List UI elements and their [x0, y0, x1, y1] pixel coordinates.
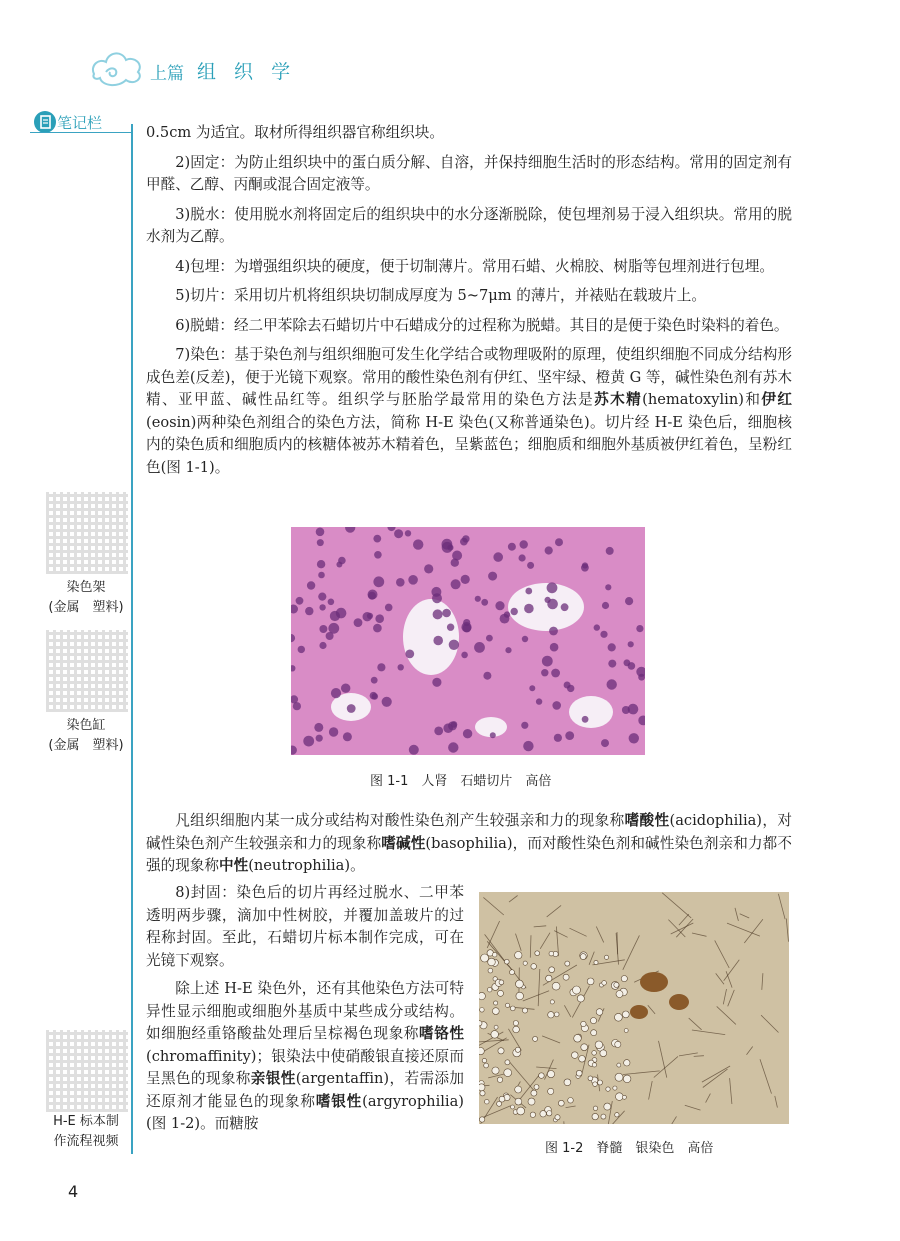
axon-profile: [622, 1011, 629, 1018]
wrap-text-column: [146, 882, 464, 1142]
cell-nucleus: [605, 584, 611, 590]
axon-profile: [494, 1025, 498, 1029]
paragraph-fixation: 2)固定：为防止组织块中的蛋白质分解、自溶，并保持细胞生活时的形态结构。常用的固定剂有甲醛、乙醇、丙酮或混合固定液等。: [146, 153, 792, 193]
cell-nucleus: [442, 539, 453, 550]
axon-profile: [624, 1060, 630, 1066]
axon-profile: [505, 1003, 509, 1007]
axon-profile: [492, 1067, 499, 1074]
cell-nucleus: [624, 659, 631, 666]
cell-nucleus: [625, 597, 633, 605]
cell-nucleus: [316, 528, 325, 537]
axon-profile: [600, 1050, 607, 1057]
cell-nucleus: [602, 602, 609, 609]
axon-profile: [549, 967, 555, 973]
notes-icon: [34, 111, 56, 133]
page-header: [0, 0, 900, 100]
axon-profile: [616, 991, 623, 998]
axon-profile: [492, 952, 497, 957]
axon-profile: [563, 974, 569, 980]
axon-profile: [515, 952, 522, 959]
cell-nucleus: [511, 608, 518, 615]
cell-nucleus: [628, 704, 639, 715]
cell-nucleus: [554, 734, 562, 742]
axon-profile: [504, 1069, 512, 1077]
cell-nucleus: [409, 745, 419, 755]
axon-profile: [484, 1063, 489, 1068]
axon-profile: [479, 1048, 484, 1055]
cell-nucleus: [483, 672, 491, 680]
cell-nucleus: [398, 664, 404, 670]
cell-nucleus: [370, 692, 378, 700]
term-neutrophilia: 中性: [218, 857, 249, 874]
axon-profile: [565, 961, 570, 966]
axon-profile: [480, 1008, 485, 1013]
axon-profile: [616, 1093, 624, 1101]
cell-nucleus: [298, 646, 305, 653]
cell-nucleus: [541, 669, 548, 676]
cell-nucleus: [461, 575, 470, 584]
axon-profile: [498, 990, 504, 996]
axon-profile: [576, 1070, 582, 1076]
cell-nucleus: [371, 677, 378, 684]
axon-profile: [539, 1073, 545, 1079]
axon-profile: [540, 1111, 546, 1117]
paragraph-staining: [146, 344, 792, 479]
term-hematoxylin: 苏木精: [594, 391, 643, 408]
paragraph-embedding: 4)包埋：为增强组织块的硬度，便于切制薄片。常用石蜡、火棉胶、树脂等包埋剂进行包埋。: [175, 257, 774, 275]
axon-profile: [617, 1063, 621, 1067]
cell-nucleus: [545, 546, 553, 554]
cell-nucleus: [505, 647, 511, 653]
axon-profile: [482, 1058, 486, 1062]
axon-profile: [574, 1035, 582, 1043]
cell-nucleus: [447, 624, 454, 631]
axon-profile: [552, 982, 560, 990]
margin-rule: [131, 124, 133, 1154]
axon-profile: [505, 1060, 510, 1065]
axon-profile: [587, 978, 594, 985]
cell-nucleus: [405, 530, 411, 536]
axon-profile: [533, 1036, 538, 1041]
axon-profile: [615, 1073, 623, 1081]
cell-nucleus: [555, 538, 563, 546]
axon-profile: [504, 959, 509, 964]
axon-profile: [481, 954, 489, 962]
cell-nucleus: [521, 722, 528, 729]
page-number: 4: [68, 1182, 79, 1201]
paragraph-dewaxing: 6)脱蜡：经二甲苯除去石蜡切片中石蜡成分的过程称为脱蜡。其目的是便于染色时染料的着色。: [175, 316, 789, 334]
cell-nucleus: [636, 625, 643, 632]
axon-profile: [498, 1048, 504, 1054]
axon-profile: [595, 1041, 603, 1049]
axon-profile: [548, 1012, 554, 1018]
tubule-lumen: [508, 583, 584, 631]
cell-nucleus: [629, 733, 639, 743]
cell-nucleus: [424, 564, 433, 573]
axon-profile: [513, 1021, 518, 1026]
axon-profile: [534, 1085, 539, 1090]
cell-nucleus: [396, 578, 405, 587]
axon-profile: [479, 992, 485, 999]
cell-nucleus: [607, 679, 617, 689]
cell-nucleus: [347, 704, 356, 713]
cell-nucleus: [329, 727, 338, 736]
axon-profile: [497, 1077, 502, 1082]
axon-profile: [480, 1091, 485, 1096]
caption-line: 染色架: [66, 580, 106, 595]
figure-1-2-caption: 图 1-2 脊髓 银染色 高倍: [545, 1141, 714, 1156]
axon-profile: [510, 1006, 515, 1011]
axon-profile: [517, 1107, 525, 1115]
cell-nucleus: [536, 698, 542, 704]
term-basophilia: 嗜碱性: [381, 834, 426, 852]
cell-nucleus: [523, 741, 533, 751]
cell-nucleus: [343, 732, 352, 741]
text-run: 7)染色：基于染色剂与组织细胞可发生化学结合或物理吸附的原理，使组织细胞不同成分结构形成色差(反差)，便于光镜下观察。常用的酸性染色剂有伊红、坚牢绿、橙黄 G 等，碱性染色剂有苏木精、亚甲蓝、碱性品红等。组织学与胚胎学最常用的染色方法是: [146, 346, 792, 408]
cell-nucleus: [408, 575, 418, 585]
cell-nucleus: [375, 614, 384, 623]
axon-profile: [549, 951, 554, 956]
axon-profile: [528, 1098, 535, 1105]
axon-profile: [581, 1044, 588, 1051]
cell-nucleus: [481, 599, 488, 606]
paragraph-mounting: 8)封固：染色后的切片再经过脱水、二甲苯透明两步骤，滴加中性树胶，并覆加盖玻片的过程称封固。至此，石蜡切片标本制作完成，可在光镜下观察。: [146, 884, 464, 969]
axon-profile: [554, 1012, 559, 1017]
cell-nucleus: [319, 625, 327, 633]
cell-nucleus: [303, 736, 314, 747]
cell-nucleus: [326, 632, 334, 640]
axon-profile: [572, 1052, 579, 1059]
cell-nucleus: [495, 601, 504, 610]
text-run: (eosin)两种染色剂组合的染色方法，简称 H-E 染色(又称普通染色)。切片经 H-E 染色后，细胞核内的染色质和细胞质内的核糖体被苏木精着色，呈紫蓝色；细胞质和细胞外基质被伊红着色，呈粉红色(图 1-1)。: [146, 413, 792, 476]
axon-profile: [579, 1056, 586, 1063]
axon-profile: [546, 975, 552, 981]
spinal-cord-micrograph: [479, 892, 789, 1124]
cell-nucleus: [463, 729, 472, 738]
axon-profile: [516, 980, 524, 988]
caption-line: 染色缸: [66, 718, 106, 733]
axon-profile: [604, 955, 608, 959]
cell-nucleus: [338, 557, 346, 565]
axon-profile: [479, 1117, 484, 1122]
axon-profile: [548, 1088, 554, 1094]
cell-nucleus: [601, 739, 609, 747]
text-run: (basophilia)，而对酸性染色剂和碱性染色剂亲和力都不强的现象称: [146, 834, 792, 874]
acidophilia-text: [146, 810, 792, 885]
text-run: (acidophilia)，对碱性染色剂产生较强亲和力的现象称: [146, 812, 792, 852]
text-run: (neutrophilia)。: [248, 857, 365, 874]
cell-nucleus: [293, 702, 301, 710]
cell-nucleus: [552, 701, 561, 710]
cell-nucleus: [463, 624, 472, 633]
axon-profile: [615, 1041, 621, 1047]
cell-nucleus: [433, 636, 443, 646]
cell-nucleus: [461, 652, 468, 659]
axon-profile: [591, 1030, 597, 1036]
figure-1-1-caption: 图 1-1 人肾 石蜡切片 高倍: [370, 774, 552, 789]
cell-nucleus: [565, 731, 574, 740]
cell-nucleus: [522, 636, 528, 642]
axon-profile: [515, 1047, 520, 1052]
axon-profile: [530, 1112, 535, 1117]
paragraph-other-stains: [146, 978, 464, 1136]
axon-profile: [615, 1113, 619, 1117]
axon-profile: [623, 1075, 631, 1083]
cell-nucleus: [508, 543, 516, 551]
axon-profile: [491, 1031, 499, 1039]
qr-code-he-video[interactable]: [46, 1030, 128, 1112]
figure-kidney-he: [291, 527, 645, 755]
cell-nucleus: [354, 618, 363, 627]
axon-profile: [577, 995, 584, 1002]
cell-nucleus: [520, 540, 528, 548]
axon-profile: [606, 1087, 610, 1091]
cell-nucleus: [374, 551, 382, 559]
axon-profile: [535, 951, 540, 956]
cell-nucleus: [474, 642, 485, 653]
cell-nucleus: [488, 572, 497, 581]
paragraph: 0.5cm 为适宜。取材所得组织器官称组织块。: [146, 124, 444, 141]
cell-nucleus: [316, 735, 323, 742]
cell-nucleus: [628, 641, 634, 647]
qr-code-staining-rack[interactable]: [46, 492, 128, 574]
paragraph-acidophilia: [146, 810, 792, 878]
notes-divider: [30, 132, 132, 133]
axon-profile: [593, 1106, 597, 1110]
cell-nucleus: [600, 631, 607, 638]
axon-profile: [604, 1103, 611, 1110]
neuron-cell-body: [669, 994, 689, 1010]
cell-nucleus: [475, 596, 481, 602]
axon-profile: [592, 1063, 596, 1067]
axon-profile: [511, 1105, 515, 1109]
text-run: 除上述 H-E 染色外，还有其他染色方法可特异性显示细胞或细胞外基质中某些成分或结构。如细胞经重铬酸盐处理后呈棕褐色现象称: [146, 980, 464, 1042]
cell-nucleus: [451, 579, 461, 589]
term-eosin: 伊红: [761, 391, 792, 408]
cell-nucleus: [382, 697, 392, 707]
axon-profile: [510, 970, 515, 975]
cell-nucleus: [367, 613, 373, 619]
cell-nucleus: [373, 576, 384, 587]
axon-profile: [621, 976, 627, 982]
figure-spinal-cord-silver: [479, 892, 789, 1124]
axon-profile: [547, 1111, 552, 1116]
cell-nucleus: [307, 581, 315, 589]
axon-profile: [558, 1100, 564, 1106]
axon-profile: [492, 1008, 499, 1015]
cell-nucleus: [328, 599, 335, 606]
axon-profile: [547, 1071, 554, 1078]
text-run: (chromaffinity)；银染法中使硝酸银直接还原而呈黑色的现象称: [146, 1047, 464, 1087]
cell-nucleus: [449, 640, 459, 650]
sidebar-caption-staining-jar: [40, 716, 132, 756]
notes-column-label: 笔记栏: [57, 114, 103, 132]
cell-nucleus: [433, 609, 443, 619]
header-part-label: 上篇: [150, 64, 184, 84]
axon-profile: [488, 968, 493, 973]
cell-nucleus: [493, 552, 503, 562]
axon-profile: [494, 1001, 498, 1005]
cell-nucleus: [606, 547, 614, 555]
axon-profile: [613, 1086, 617, 1090]
cell-nucleus: [317, 560, 325, 568]
cell-nucleus: [549, 627, 558, 636]
axon-profile: [485, 1099, 490, 1104]
axon-profile: [614, 982, 619, 987]
cell-nucleus: [305, 607, 313, 615]
cell-nucleus: [373, 535, 381, 543]
sidebar-caption-he-video: [40, 1112, 132, 1152]
axon-profile: [594, 960, 598, 964]
axon-profile: [499, 1096, 505, 1102]
cell-nucleus: [368, 592, 376, 600]
paragraph-sectioning: 5)切片：采用切片机将组织块切制成厚度为 5~7μm 的薄片，并裱贴在载玻片上。: [175, 287, 706, 304]
axon-profile: [513, 1026, 520, 1033]
axon-profile: [580, 954, 586, 960]
axon-profile: [555, 1115, 560, 1120]
tubule-lumen: [403, 599, 459, 675]
axon-profile: [622, 1095, 626, 1099]
sidebar-caption-staining-rack: [40, 578, 132, 618]
cell-nucleus: [486, 635, 493, 642]
cell-nucleus: [551, 669, 560, 678]
cell-nucleus: [448, 742, 458, 752]
axon-profile: [593, 1082, 598, 1087]
axon-profile: [588, 1076, 593, 1081]
axon-profile: [592, 1051, 597, 1056]
cell-nucleus: [451, 721, 458, 728]
header-title: 组 织 学: [197, 61, 297, 83]
axon-profile: [590, 1018, 596, 1024]
axon-profile: [581, 1021, 586, 1026]
cell-nucleus: [529, 685, 535, 691]
cell-nucleus: [319, 604, 325, 610]
cell-nucleus: [524, 604, 534, 614]
qr-code-staining-jar[interactable]: [46, 630, 128, 712]
cell-nucleus: [594, 624, 600, 630]
cell-nucleus: [561, 603, 569, 611]
cell-nucleus: [451, 559, 459, 567]
cell-nucleus: [296, 597, 304, 605]
cell-nucleus: [394, 529, 403, 538]
axon-profile: [488, 958, 496, 966]
axon-profile: [479, 1021, 482, 1026]
term-chromaffinity: 嗜铬性: [419, 1025, 464, 1042]
cell-nucleus: [542, 656, 553, 667]
cell-nucleus: [442, 609, 451, 618]
cell-nucleus: [331, 688, 341, 698]
axon-profile: [516, 992, 524, 1000]
cell-nucleus: [405, 650, 414, 659]
cell-nucleus: [317, 539, 324, 546]
cell-nucleus: [341, 684, 350, 693]
term-argyrophilia: 嗜银性: [315, 1092, 363, 1110]
axon-profile: [515, 1086, 522, 1093]
cell-nucleus: [373, 624, 382, 633]
caption-line: (金属 塑料): [48, 600, 124, 615]
neuron-cell-body: [640, 972, 668, 992]
cell-nucleus: [432, 593, 442, 603]
axon-profile: [531, 964, 537, 970]
cell-nucleus: [525, 588, 532, 595]
caption-line: H-E 标本制: [53, 1114, 119, 1129]
text-run: (argentaffin)，若需添加还原剂才能显色的现象称: [146, 1070, 464, 1110]
term-argentaffin: 亲银性: [250, 1070, 296, 1087]
tubule-lumen: [569, 696, 613, 728]
cell-nucleus: [638, 674, 645, 681]
axon-profile: [550, 1000, 554, 1004]
axon-profile: [479, 1084, 485, 1091]
cell-nucleus: [460, 538, 468, 546]
cell-nucleus: [581, 564, 589, 572]
cell-nucleus: [413, 539, 423, 549]
axon-profile: [487, 987, 492, 992]
axon-profile: [568, 1098, 574, 1104]
axon-profile: [573, 986, 581, 994]
cell-nucleus: [550, 643, 559, 652]
cell-nucleus: [608, 660, 616, 668]
cell-nucleus: [608, 643, 616, 651]
cell-nucleus: [432, 678, 441, 687]
axon-profile: [592, 1113, 598, 1119]
cell-nucleus: [314, 723, 323, 732]
cell-nucleus: [545, 597, 551, 603]
main-text: [146, 122, 792, 486]
cell-nucleus: [504, 611, 510, 617]
axon-profile: [598, 1080, 603, 1085]
cell-nucleus: [519, 554, 526, 561]
text-run: (hematoxylin)和: [642, 391, 762, 408]
cell-nucleus: [318, 593, 326, 601]
cloud-ornament-icon: [88, 44, 148, 90]
cell-nucleus: [547, 582, 558, 593]
cell-nucleus: [318, 572, 325, 579]
cell-nucleus: [564, 682, 571, 689]
axon-profile: [564, 1079, 571, 1086]
term-acidophilia: 嗜酸性: [624, 812, 670, 829]
text-run: 凡组织细胞内某一成分或结构对酸性染色剂产生较强亲和力的现象称: [175, 812, 625, 829]
text-run: (argyrophilia)(图 1-2)。而糖胺: [146, 1092, 464, 1132]
axon-profile: [515, 1098, 522, 1105]
axon-profile: [602, 981, 607, 986]
cell-nucleus: [385, 604, 393, 612]
caption-line: 作流程视频: [53, 1134, 119, 1149]
axon-profile: [601, 1114, 606, 1119]
cell-nucleus: [319, 642, 326, 649]
cell-nucleus: [527, 562, 534, 569]
axon-profile: [499, 980, 504, 985]
cell-nucleus: [490, 732, 496, 738]
axon-profile: [523, 961, 527, 965]
paragraph-dehydration: 3)脱水：使用脱水剂将固定后的组织块中的水分逐渐脱除，使包埋剂易于浸入组织块。常用的脱水剂为乙醇。: [146, 205, 792, 245]
axon-profile: [531, 1090, 537, 1096]
caption-line: (金属 塑料): [48, 738, 124, 753]
axon-profile: [596, 1009, 603, 1016]
cell-nucleus: [434, 727, 443, 736]
axon-profile: [522, 1008, 527, 1013]
cell-nucleus: [336, 608, 347, 619]
axon-profile: [615, 1013, 623, 1021]
neuron-cell-body: [630, 1005, 648, 1019]
axon-profile: [624, 1029, 628, 1033]
cell-nucleus: [377, 663, 385, 671]
kidney-micrograph: [291, 527, 645, 755]
cell-nucleus: [582, 716, 589, 723]
